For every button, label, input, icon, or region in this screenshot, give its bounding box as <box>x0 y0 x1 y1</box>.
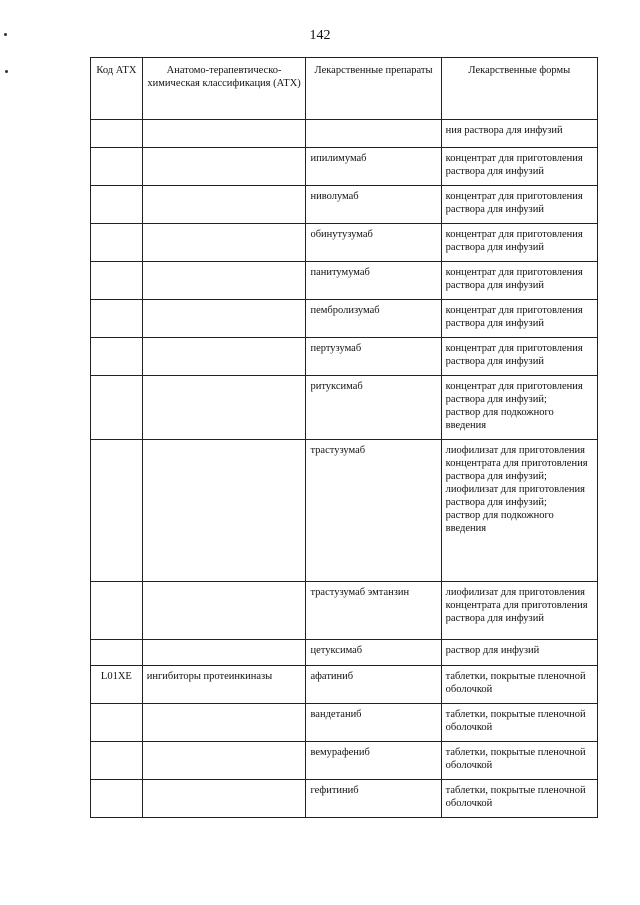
dosage-forms-cell: лиофилизат для приготовления концентрата для приготовления раствора для инфузий <box>441 582 597 640</box>
dosage-forms-cell: таблетки, покрытые пленочной оболочкой <box>441 704 597 742</box>
drug-name-cell: панитумумаб <box>306 262 441 300</box>
drug-name-cell: трастузумаб <box>306 440 441 582</box>
atc-classification-cell <box>142 440 306 582</box>
dosage-forms-cell: ния раствора для инфузий <box>441 120 597 148</box>
atc-code-cell <box>91 338 143 376</box>
margin-dot <box>4 33 7 36</box>
table-row <box>91 262 598 300</box>
drug-name-cell: пембролизумаб <box>306 300 441 338</box>
dosage-forms-cell: концентрат для приготовления раствора для инфузий <box>441 186 597 224</box>
drug-name-cell: цетуксимаб <box>306 640 441 666</box>
table-row <box>91 780 598 818</box>
table-row <box>91 376 598 440</box>
atc-code-cell <box>91 148 143 186</box>
atc-classification-cell <box>142 376 306 440</box>
drug-table <box>90 57 598 818</box>
drug-name-cell: афатиниб <box>306 666 441 704</box>
dosage-forms-cell: таблетки, покрытые пленочной оболочкой <box>441 666 597 704</box>
table-row <box>91 582 598 640</box>
atc-classification-cell <box>142 780 306 818</box>
dosage-forms-cell: лиофилизат для приготовления концентрата для приготовления раствора для инфузий; лиофилизат для приготовления раствора для инфузий; раствор для подкожного введения <box>441 440 597 582</box>
header-atc-classification: Анатомо-терапевтическо-химическая классификация (АТХ) <box>142 58 306 120</box>
atc-code-cell <box>91 262 143 300</box>
atc-classification-cell <box>142 148 306 186</box>
table-row <box>91 742 598 780</box>
dosage-forms-cell: концентрат для приготовления раствора для инфузий <box>441 300 597 338</box>
atc-code-cell <box>91 780 143 818</box>
drug-name-cell: обинутузумаб <box>306 224 441 262</box>
table-header-row <box>91 58 598 120</box>
table-row <box>91 640 598 666</box>
atc-classification-cell <box>142 224 306 262</box>
atc-classification-cell <box>142 640 306 666</box>
atc-classification-cell <box>142 704 306 742</box>
atc-code-cell <box>91 742 143 780</box>
drug-name-cell <box>306 120 441 148</box>
atc-classification-cell: ингибиторы протеинкиназы <box>142 666 306 704</box>
header-drugs: Лекарственные препараты <box>306 58 441 120</box>
atc-code-cell <box>91 376 143 440</box>
table-row <box>91 300 598 338</box>
drug-name-cell: ипилимумаб <box>306 148 441 186</box>
table-row <box>91 120 598 148</box>
drug-name-cell: вемурафениб <box>306 742 441 780</box>
table-row <box>91 186 598 224</box>
table-body <box>91 120 598 818</box>
atc-code-cell <box>91 640 143 666</box>
atc-code-cell <box>91 120 143 148</box>
atc-code-cell <box>91 186 143 224</box>
dosage-forms-cell: раствор для инфузий <box>441 640 597 666</box>
atc-classification-cell <box>142 742 306 780</box>
atc-classification-cell <box>142 300 306 338</box>
atc-code-cell <box>91 224 143 262</box>
dosage-forms-cell: концентрат для приготовления раствора для инфузий; раствор для подкожного введения <box>441 376 597 440</box>
drug-name-cell: гефитиниб <box>306 780 441 818</box>
dosage-forms-cell: концентрат для приготовления раствора для инфузий <box>441 224 597 262</box>
drug-name-cell: ритуксимаб <box>306 376 441 440</box>
dosage-forms-cell: таблетки, покрытые пленочной оболочкой <box>441 780 597 818</box>
drug-name-cell: трастузумаб эмтанзин <box>306 582 441 640</box>
table-row <box>91 704 598 742</box>
page-number: 142 <box>309 28 331 43</box>
dosage-forms-cell: концентрат для приготовления раствора для инфузий <box>441 338 597 376</box>
atc-classification-cell <box>142 120 306 148</box>
atc-classification-cell <box>142 582 306 640</box>
dosage-forms-cell: таблетки, покрытые пленочной оболочкой <box>441 742 597 780</box>
margin-dot <box>5 70 8 73</box>
atc-classification-cell <box>142 186 306 224</box>
header-dosage-forms: Лекарственные формы <box>441 58 597 120</box>
header-atc-code: Код АТХ <box>91 58 143 120</box>
atc-code-cell <box>91 440 143 582</box>
dosage-forms-cell: концентрат для приготовления раствора для инфузий <box>441 262 597 300</box>
drug-name-cell: ниволумаб <box>306 186 441 224</box>
drug-name-cell: вандетаниб <box>306 704 441 742</box>
drug-name-cell: пертузумаб <box>306 338 441 376</box>
table-row <box>91 440 598 582</box>
dosage-forms-cell: концентрат для приготовления раствора для инфузий <box>441 148 597 186</box>
atc-classification-cell <box>142 338 306 376</box>
atc-code-cell: L01XE <box>91 666 143 704</box>
table-row <box>91 148 598 186</box>
atc-code-cell <box>91 704 143 742</box>
atc-code-cell <box>91 582 143 640</box>
table-row <box>91 224 598 262</box>
atc-code-cell <box>91 300 143 338</box>
table-row <box>91 666 598 704</box>
table-row <box>91 338 598 376</box>
atc-classification-cell <box>142 262 306 300</box>
